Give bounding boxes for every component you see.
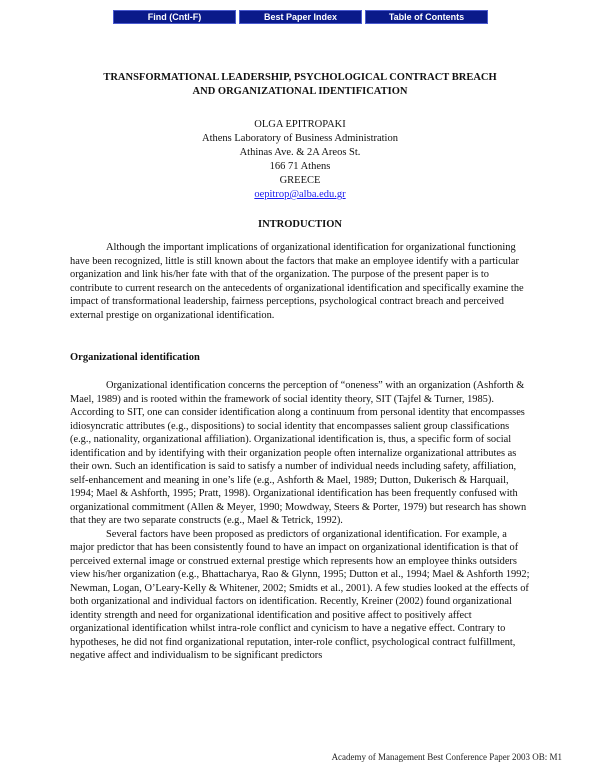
title-line-2: AND ORGANIZATIONAL IDENTIFICATION bbox=[192, 86, 408, 97]
page-footer: Academy of Management Best Conference Paper 2003 OB: M1 bbox=[331, 752, 562, 762]
paper-title bbox=[60, 71, 540, 99]
introduction-text bbox=[70, 241, 530, 322]
introduction-paragraph: Although the important implications of organizational identification for organizational functioning have been recognized, little is still known about the factors that make an employee identify with a particular organization and link his/her fate with that of the organization. The purpose of the present paper is to contribute to current research on the antecedents of organizational identification and specifically examine the impact of transformational leadership, fairness perceptions, psychological contract breach and perceived external prestige on organizational identification. bbox=[70, 242, 524, 321]
author-city: 166 71 Athens bbox=[269, 161, 331, 172]
section-paragraph-1: Organizational identification concerns the perception of “oneness” with an organization (Ashforth & Mael, 1989) and is rooted within the framework of social identity theory, SIT (Tajfel & Turner, 1985). According to SIT, one can consider identification along a continuum from personal identity that encompasses idiosyncratic attributes (e.g., dispositions) to social identity that encompasses salient group classifications (e.g., nationality, organizational affiliation). Organizational identification is, thus, a specific form of social identification and by identifying with their organization people often internalize organizational attributes as their own. Such an identification is said to satisfy a number of individual needs including safety, affiliation, self-enhancement and meaning in one’s life (e.g., Ashforth & Mael, 1989; Dutton, Dukerisch & Harquail, 1994; Mael & Ashforth, 1995; Pratt, 1998). Organizational identification has been frequently confused with organizational commitment (Allen & Meyer, 1990; Mowdway, Steers & Porter, 1979) but research has shown that they are two separate constructs (e.g., Mael & Tetrick, 1992). bbox=[70, 380, 527, 526]
author-name: OLGA EPITROPAKI bbox=[254, 119, 346, 130]
introduction-heading: INTRODUCTION bbox=[257, 219, 342, 230]
section-body bbox=[70, 379, 530, 663]
author-country: GREECE bbox=[279, 175, 321, 186]
author-affiliation: Athens Laboratory of Business Administration bbox=[202, 133, 398, 144]
author-street: Athinas Ave. & 2A Areos St. bbox=[239, 147, 361, 158]
author-block bbox=[150, 118, 450, 202]
table-of-contents-button[interactable]: Table of Contents bbox=[365, 10, 488, 24]
navigation-bar bbox=[113, 10, 488, 24]
best-paper-index-button[interactable]: Best Paper Index bbox=[239, 10, 362, 24]
author-email-link[interactable]: oepitrop@alba.edu.gr bbox=[254, 189, 346, 200]
title-line-1: TRANSFORMATIONAL LEADERSHIP, PSYCHOLOGICAL CONTRACT BREACH bbox=[103, 72, 497, 83]
section-paragraph-2: Several factors have been proposed as predictors of organizational identification. For example, a major predictor that has been consistently found to have an impact on organizational identification is that of perceived external image or construed external prestige which represents how an employee thinks outsiders view his/her organization (e.g., Bhattacharya, Rao & Glynn, 1995; Dutton et al., 1994; Mael & Ashforth 1992; Newman, Logan, O’Leary-Kelly & Whitener, 2002; Smidts et al., 2001). A few studies looked at the effects of both organizational and individual factors on identification. Recently, Kreiner (2002) found organizational identity strength and need for organizational identification and positive affect to positively affect organizational identification whilst intra-role conflict and cynicism to have a negative effect. Contrary to hypotheses, he did not find organizational reputation, inter-role conflict, psychological contract fulfillment, negative affect and individualism to be significant predictors bbox=[70, 528, 530, 661]
section-heading-organizational-identification: Organizational identification bbox=[70, 352, 200, 363]
find-button[interactable]: Find (Cntl-F) bbox=[113, 10, 236, 24]
